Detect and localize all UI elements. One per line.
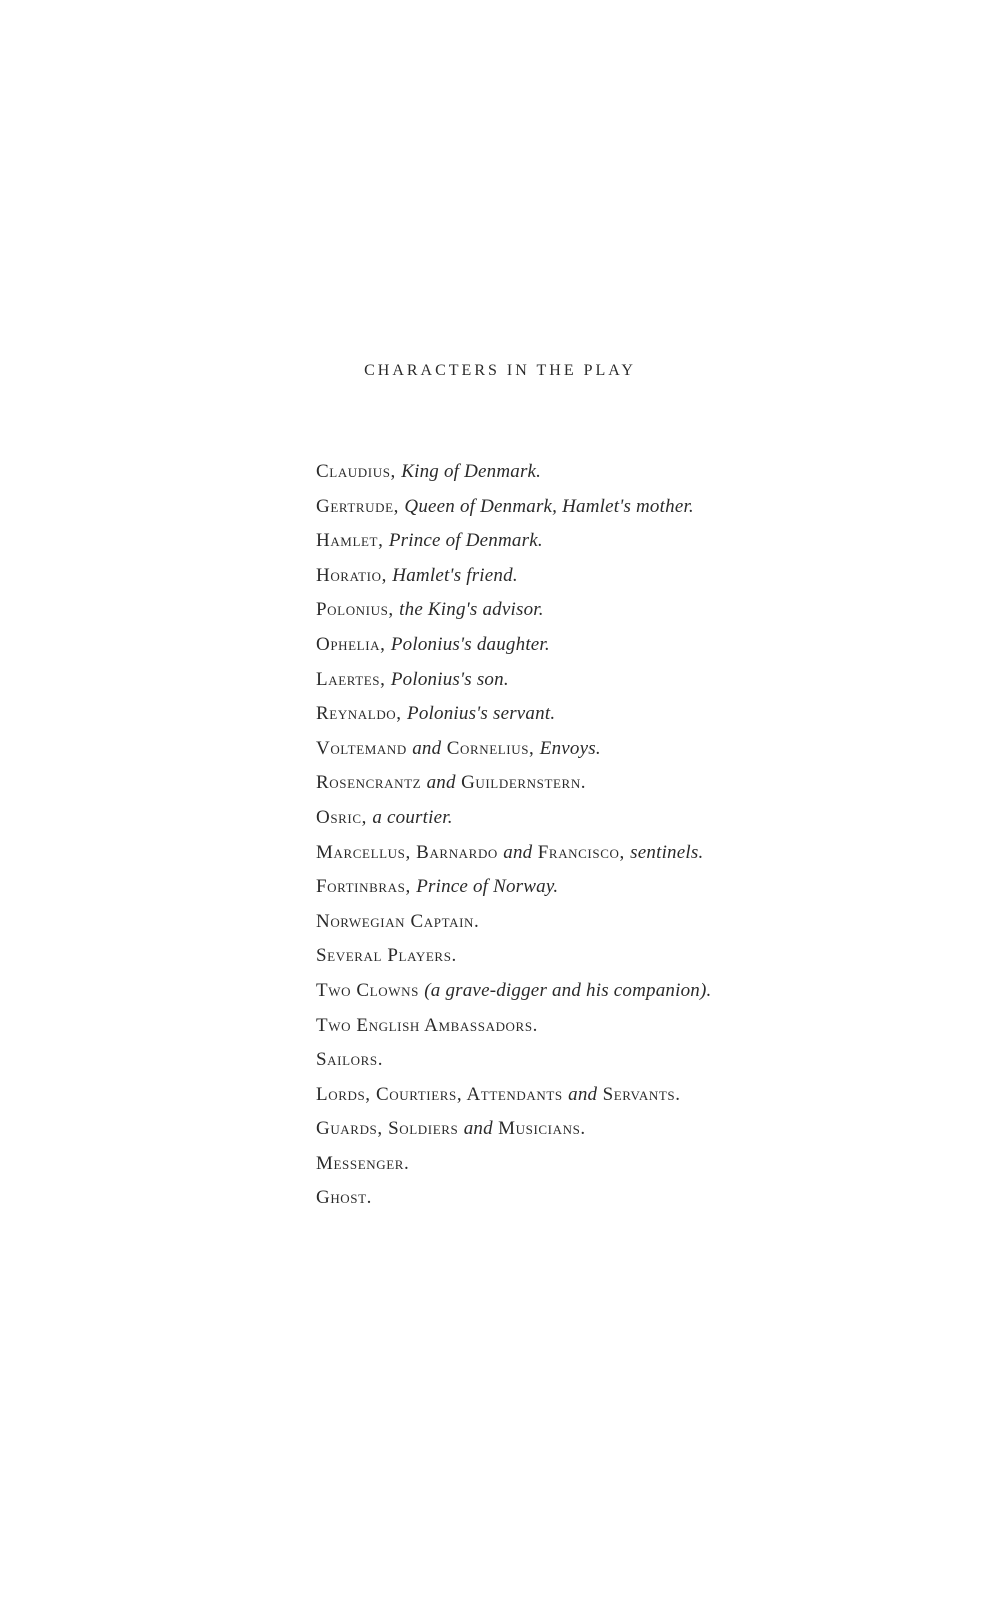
character-entry (316, 490, 711, 525)
character-entry (316, 1181, 711, 1216)
character-entry (316, 766, 711, 801)
character-name: Hamlet, (316, 530, 384, 552)
character-name: Servants. (602, 1083, 681, 1105)
character-name: Fortinbras, (316, 876, 411, 898)
character-entry (316, 663, 711, 698)
character-description: a courtier. (372, 806, 453, 828)
character-entry (316, 939, 711, 974)
character-name: Reynaldo, (316, 703, 402, 725)
character-name: Voltemand (316, 737, 407, 759)
character-entry (316, 801, 711, 836)
character-entry (316, 870, 711, 905)
character-name: Marcellus, Barnardo (316, 841, 498, 863)
character-name: Osric, (316, 806, 367, 828)
character-description: Queen of Denmark, Hamlet's mother. (404, 495, 694, 517)
character-name: Norwegian Captain. (316, 910, 480, 932)
character-name: Messenger. (316, 1152, 410, 1174)
conjunction: and (412, 737, 442, 759)
character-description: sentinels. (630, 841, 704, 863)
character-entry (316, 628, 711, 663)
character-entry (316, 1078, 711, 1113)
character-description: (a grave-digger and his companion). (424, 979, 712, 1001)
character-name: Polonius, (316, 599, 394, 621)
character-entry (316, 1043, 711, 1078)
character-name: Ghost. (316, 1187, 373, 1209)
character-entry (316, 1112, 711, 1147)
character-name: Two English Ambassadors. (316, 1014, 539, 1036)
character-name: Ophelia, (316, 633, 386, 655)
character-description: Polonius's daughter. (390, 633, 550, 655)
character-description: Prince of Norway. (416, 876, 559, 898)
character-name: Lords, Courtiers, Attendants (316, 1083, 563, 1105)
character-name: Horatio, (316, 564, 387, 586)
character-name: Guards, Soldiers (316, 1118, 459, 1140)
character-name: Rosencrantz (316, 772, 422, 794)
character-name: Two Clowns (316, 979, 419, 1001)
character-name: Musicians. (498, 1118, 586, 1140)
character-description: Prince of Denmark. (388, 530, 543, 552)
character-name: Cornelius, (446, 737, 535, 759)
character-name: Guildernstern. (461, 772, 587, 794)
character-name: Laertes, (316, 668, 386, 690)
conjunction: and (426, 772, 456, 794)
character-description: Polonius's servant. (407, 703, 556, 725)
character-description: the King's advisor. (399, 599, 544, 621)
character-entry (316, 905, 711, 940)
character-entry (316, 1009, 711, 1044)
character-description: Hamlet's friend. (392, 564, 518, 586)
character-name: Sailors. (316, 1049, 384, 1071)
character-entry (316, 559, 711, 594)
conjunction: and (463, 1118, 493, 1140)
character-entry (316, 697, 711, 732)
character-list (316, 455, 711, 1216)
character-name: Francisco, (537, 841, 625, 863)
character-entry (316, 524, 711, 559)
character-entry (316, 1147, 711, 1182)
conjunction: and (568, 1083, 598, 1105)
conjunction: and (503, 841, 533, 863)
character-entry (316, 732, 711, 767)
character-description: Polonius's son. (390, 668, 509, 690)
character-entry (316, 593, 711, 628)
character-description: King of Denmark. (401, 461, 542, 482)
character-name: Claudius, (316, 461, 396, 482)
character-description: Envoys. (539, 737, 601, 759)
character-entry (316, 974, 711, 1009)
page-title: CHARACTERS IN THE PLAY (364, 362, 636, 379)
character-entry (316, 455, 711, 490)
character-name: Several Players. (316, 945, 457, 967)
character-entry (316, 836, 711, 871)
character-name: Gertrude, (316, 495, 400, 517)
